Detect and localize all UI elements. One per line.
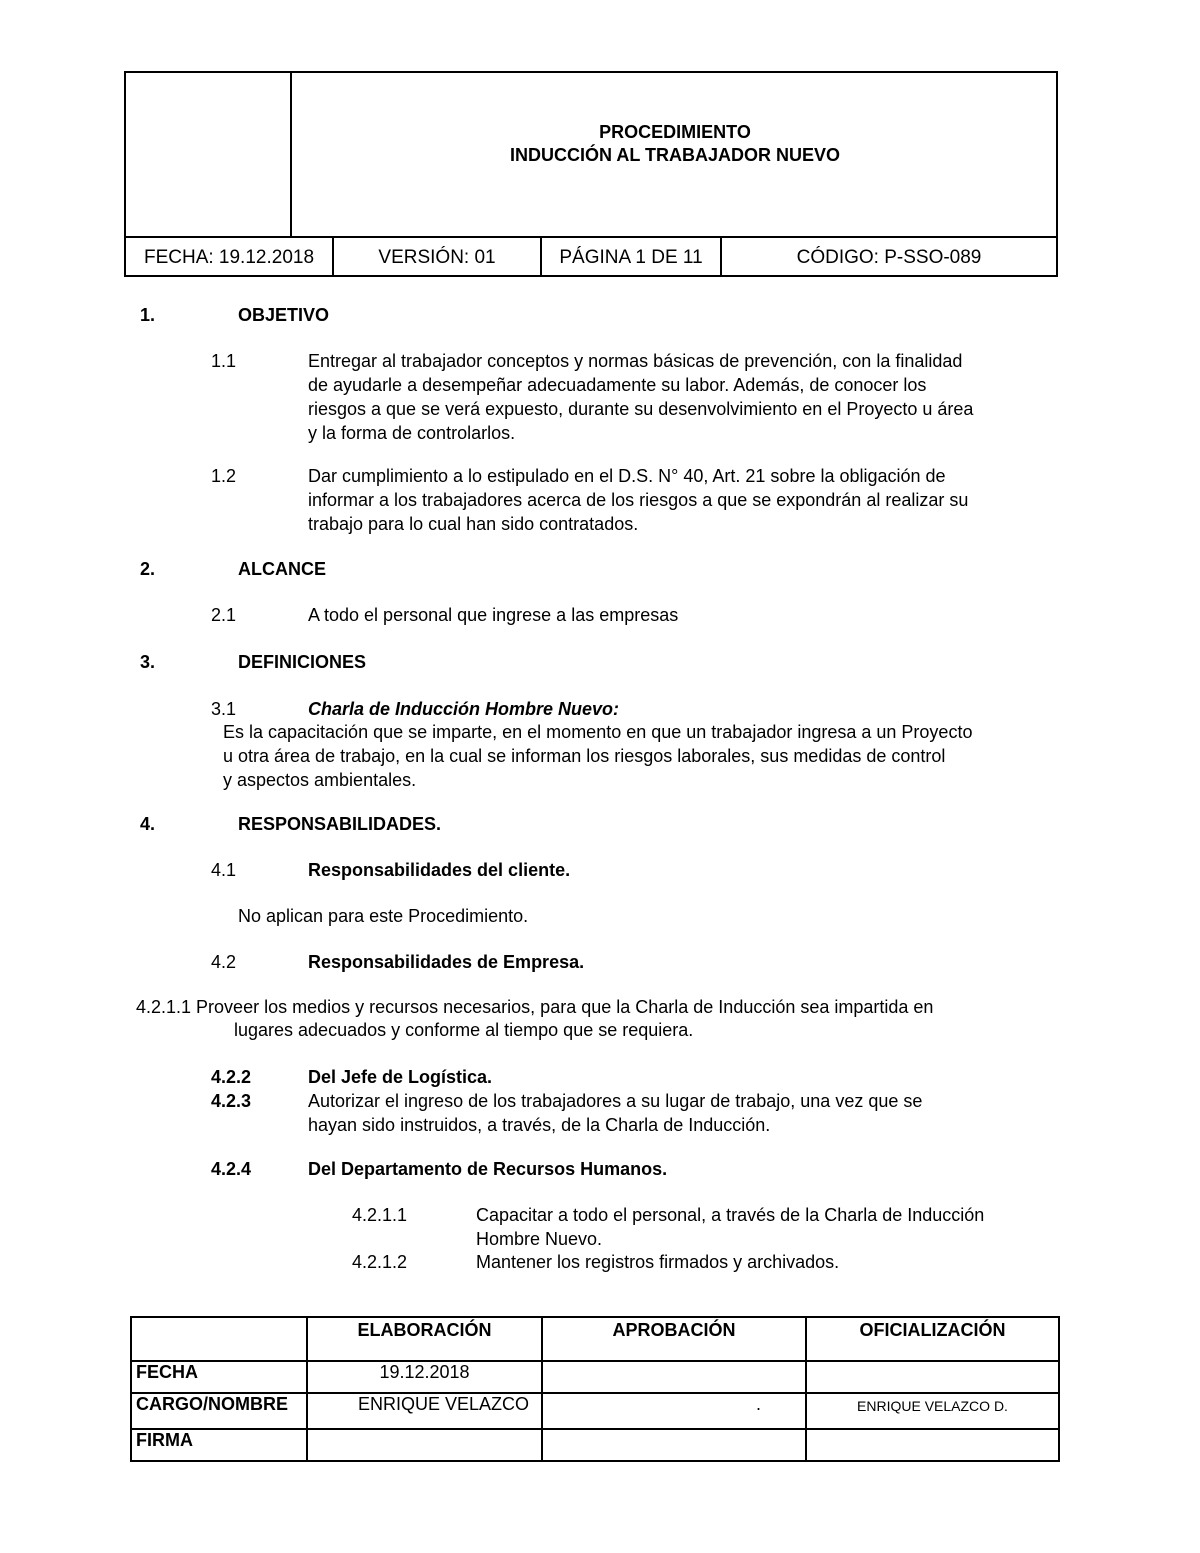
table-header-row	[131, 1317, 1059, 1361]
item-4-2-1-1-line-1: 4.2.1.1 Proveer los medios y recursos necesarios, para que la Charla de Inducción sea impartida en	[136, 997, 934, 1017]
text-line: Autorizar el ingreso de los trabajadores a su lugar de trabajo, una vez que se	[308, 1091, 923, 1111]
section-3-number: 3.	[140, 652, 156, 672]
text-line: Es la capacitación que se imparte, en el momento en que un trabajador ingresa a un Proyecto	[223, 722, 973, 742]
cargo-oficializacion-cell: ENRIQUE VELAZCO D.	[806, 1393, 1059, 1429]
header-date: FECHA: 19.12.2018	[143, 246, 315, 268]
text-line: u otra área de trabajo, en la cual se informan los riesgos laborales, sus medidas de control	[223, 746, 946, 766]
item-1-1-text	[308, 349, 973, 445]
header-version: VERSIÓN: 01	[378, 246, 496, 268]
section-2-number: 2.	[140, 559, 156, 579]
item-3-1-text	[223, 720, 972, 792]
document-title	[292, 121, 1058, 167]
item-4-2-title: Responsabilidades de Empresa.	[308, 952, 585, 972]
sub-item-2-number: 4.2.1.2	[352, 1252, 408, 1272]
text-line: Entregar al trabajador conceptos y normas básicas de prevención, con la finalidad	[308, 351, 963, 371]
text-line: Hombre Nuevo.	[476, 1229, 603, 1249]
fecha-oficializacion-cell	[806, 1361, 1059, 1393]
item-3-1-number: 3.1	[211, 699, 237, 719]
table-corner-cell	[131, 1317, 307, 1361]
title-line-2: INDUCCIÓN AL TRABAJADOR NUEVO	[509, 145, 840, 165]
item-3-1-title: Charla de Inducción Hombre Nuevo:	[308, 699, 620, 719]
text-line: hayan sido instruidos, a través, de la Charla de Inducción.	[308, 1115, 771, 1135]
header-code: CÓDIGO: P-SSO-089	[796, 246, 982, 268]
text-line: Capacitar a todo el personal, a través de la Charla de Inducción	[476, 1205, 985, 1225]
fecha-elaboracion-cell: 19.12.2018	[307, 1361, 542, 1393]
item-4-2-3-text	[308, 1089, 922, 1137]
section-4-title: RESPONSABILIDADES.	[238, 814, 442, 834]
item-4-2-1-1-line-2: lugares adecuados y conforme al tiempo que se requiera.	[234, 1020, 694, 1040]
col-header-elaboracion: ELABORACIÓN	[307, 1317, 542, 1361]
title-line-1: PROCEDIMIENTO	[599, 122, 751, 142]
firma-elaboracion-cell	[307, 1429, 542, 1461]
item-2-1-text: A todo el personal que ingrese a las empresas	[308, 605, 679, 625]
item-4-1-title: Responsabilidades del cliente.	[308, 860, 571, 880]
item-4-1-number: 4.1	[211, 860, 237, 880]
item-2-1-number: 2.1	[211, 605, 237, 625]
text-line: y la forma de controlarlos.	[308, 423, 516, 443]
col-header-oficializacion: OFICIALIZACIÓN	[806, 1317, 1059, 1361]
text-line: trabajo para lo cual han sido contratados.	[308, 514, 639, 534]
table-row-fecha	[131, 1361, 1059, 1393]
item-4-2-number: 4.2	[211, 952, 237, 972]
item-1-1-number: 1.1	[211, 351, 237, 371]
sub-item-1-text	[476, 1203, 984, 1251]
table-row-cargo	[131, 1393, 1059, 1429]
item-4-2-4-title: Del Departamento de Recursos Humanos.	[308, 1159, 668, 1179]
col-header-aprobacion: APROBACIÓN	[542, 1317, 806, 1361]
section-1-title: OBJETIVO	[238, 305, 330, 325]
section-1-number: 1.	[140, 305, 156, 325]
sub-item-2-text: Mantener los registros firmados y archivados.	[476, 1252, 840, 1272]
item-4-2-4-number: 4.2.4	[211, 1159, 252, 1179]
row-label-firma: FIRMA	[131, 1429, 307, 1461]
section-3-title: DEFINICIONES	[238, 652, 367, 672]
sub-item-1-number: 4.2.1.1	[352, 1205, 408, 1225]
fecha-aprobacion-cell	[542, 1361, 806, 1393]
firma-aprobacion-cell	[542, 1429, 806, 1461]
section-2-title: ALCANCE	[238, 559, 326, 579]
approval-table	[130, 1316, 1060, 1462]
item-1-2-text	[308, 464, 968, 536]
logo-cell	[124, 71, 292, 238]
row-label-cargo: CARGO/NOMBRE	[131, 1393, 307, 1429]
header-page: PÁGINA 1 DE 11	[559, 246, 703, 268]
row-label-fecha: FECHA	[131, 1361, 307, 1393]
item-4-2-2-number: 4.2.2	[211, 1067, 252, 1087]
text-line: informar a los trabajadores acerca de los riesgos a que se expondrán al realizar su	[308, 490, 969, 510]
cargo-elaboracion-cell: ENRIQUE VELAZCO	[307, 1393, 542, 1429]
cargo-aprobacion-cell: .	[542, 1393, 806, 1429]
item-1-2-number: 1.2	[211, 466, 237, 486]
table-row-firma	[131, 1429, 1059, 1461]
text-line: Dar cumplimiento a lo estipulado en el D.S. N° 40, Art. 21 sobre la obligación de	[308, 466, 946, 486]
text-line: de ayudarle a desempeñar adecuadamente su labor. Además, de conocer los	[308, 375, 927, 395]
section-4-number: 4.	[140, 814, 156, 834]
firma-oficializacion-cell	[806, 1429, 1059, 1461]
item-4-1-text: No aplican para este Procedimiento.	[238, 906, 529, 926]
item-4-2-2-title: Del Jefe de Logística.	[308, 1067, 493, 1087]
text-line: riesgos a que se verá expuesto, durante su desenvolvimiento en el Proyecto u área	[308, 399, 974, 419]
text-line: y aspectos ambientales.	[223, 770, 417, 790]
item-4-2-3-number: 4.2.3	[211, 1091, 252, 1111]
